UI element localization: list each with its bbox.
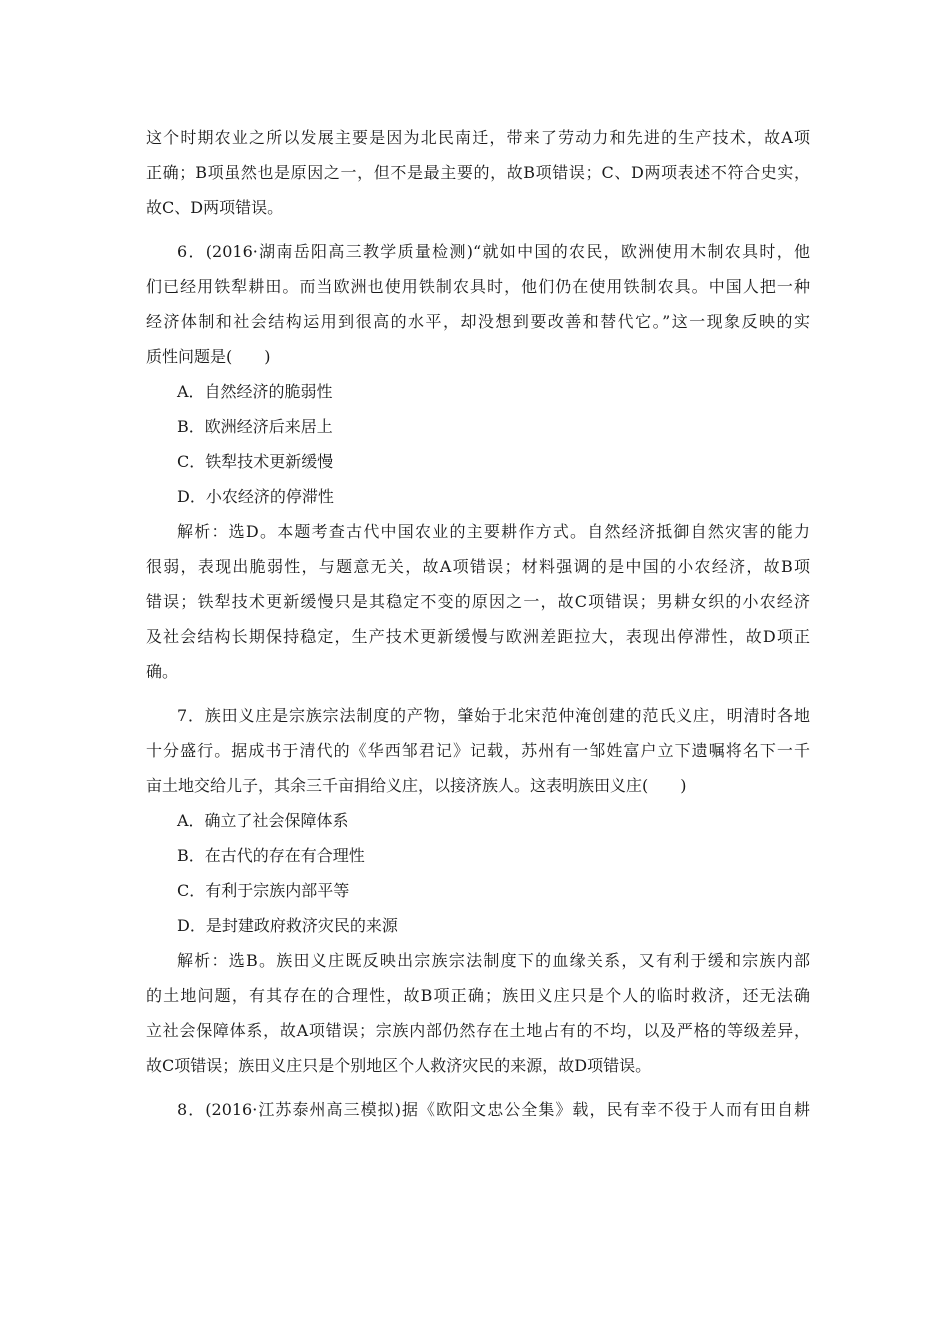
option-c: C．铁犁技术更新缓慢	[177, 452, 334, 471]
text-line: 正确；B项虽然也是原因之一，但不是最主要的，故B项错误；C、D两项表述不符合史实，	[146, 163, 810, 182]
question-7	[146, 698, 810, 1083]
analysis-line: 故C项错误；族田义庄只是个别地区个人救济灾民的来源，故D项错误。	[146, 1056, 652, 1075]
analysis-line: 确。	[146, 662, 179, 681]
question-stem-line: 质性问题是( )	[146, 347, 271, 366]
analysis-line: 解析：选D。本题考查古代中国农业的主要耕作方式。自然经济抵御自然灾害的能力	[177, 522, 810, 541]
q5-analysis-tail	[146, 120, 810, 225]
analysis-line: 及社会结构长期保持稳定，生产技术更新缓慢与欧洲差距拉大，表现出停滞性，故D项正	[146, 627, 810, 646]
question-stem-line: 亩土地交给儿子，其余三千亩捐给义庄，以接济族人。这表明族田义庄( )	[146, 776, 687, 795]
option-b: B．在古代的存在有合理性	[177, 846, 365, 865]
option-d: D．是封建政府救济灾民的来源	[177, 916, 398, 935]
question-stem-line: 8．(2016·江苏泰州高三模拟)据《欧阳文忠公全集》载，民有幸不役于人而有田自耕	[177, 1100, 810, 1119]
analysis-line: 立社会保障体系，故A项错误；宗族内部仍然存在土地占有的不均，以及严格的等级差异，	[146, 1021, 810, 1040]
question-8	[146, 1092, 810, 1127]
analysis-line: 解析：选B。族田义庄既反映出宗族宗法制度下的血缘关系，又有利于缓和宗族内部	[177, 951, 810, 970]
option-d: D．小农经济的停滞性	[177, 487, 334, 506]
question-6	[146, 234, 810, 689]
text-line: 故C、D两项错误。	[146, 198, 284, 217]
question-stem-line: 7．族田义庄是宗族宗法制度的产物，肇始于北宋范仲淹创建的范氏义庄，明清时各地	[177, 706, 810, 725]
analysis-line: 错误；铁犁技术更新缓慢只是其稳定不变的原因之一，故C项错误；男耕女织的小农经济	[146, 592, 810, 611]
question-stem-line: 经济体制和社会结构运用到很高的水平，却没想到要改善和替代它。”这一现象反映的实	[146, 312, 810, 331]
page-content	[146, 120, 810, 1127]
question-stem-line: 6．(2016·湖南岳阳高三教学质量检测)“就如中国的农民，欧洲使用木制农具时，他	[177, 242, 810, 261]
question-stem-line: 们已经用铁犁耕田。而当欧洲也使用铁制农具时，他们仍在使用铁制农具。中国人把一种	[146, 277, 810, 296]
option-b: B．欧洲经济后来居上	[177, 417, 333, 436]
analysis-line: 的土地问题，有其存在的合理性，故B项正确；族田义庄只是个人的临时救济，还无法确	[146, 986, 810, 1005]
question-stem-line: 十分盛行。据成书于清代的《华西邹君记》记载，苏州有一邹姓富户立下遗嘱将名下一千	[146, 741, 810, 760]
option-a: A．确立了社会保障体系	[177, 811, 349, 830]
text-line: 这个时期农业之所以发展主要是因为北民南迁，带来了劳动力和先进的生产技术，故A项	[146, 128, 810, 147]
option-c: C．有利于宗族内部平等	[177, 881, 350, 900]
option-a: A．自然经济的脆弱性	[177, 382, 333, 401]
analysis-line: 很弱，表现出脆弱性，与题意无关，故A项错误；材料强调的是中国的小农经济，故B项	[146, 557, 810, 576]
